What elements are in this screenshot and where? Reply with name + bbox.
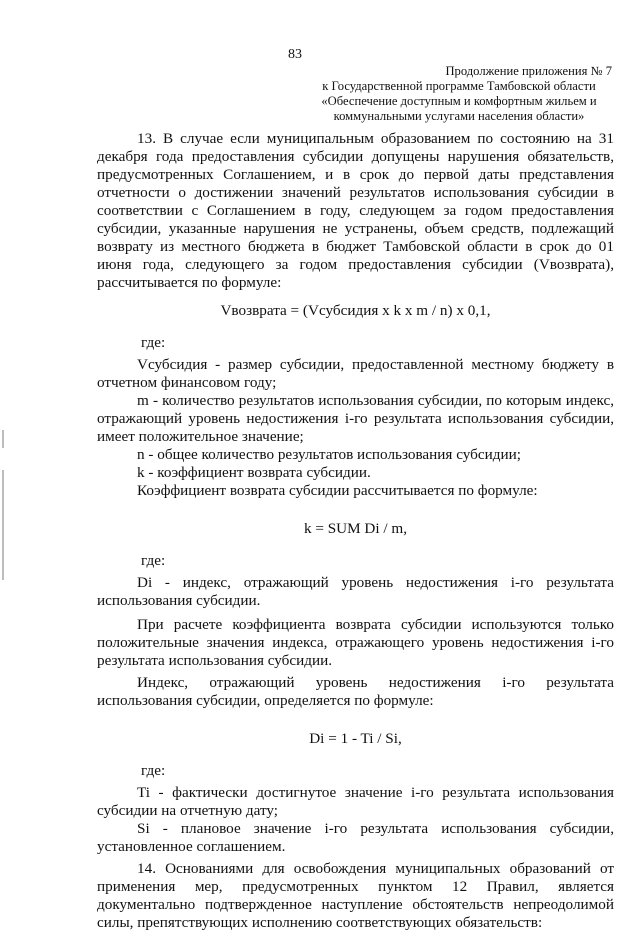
definition-k: k - коэффициент возврата субсидии. xyxy=(137,464,371,481)
k-intro: Коэффициент возврата субсидии рассчитывается по формуле: xyxy=(137,482,538,499)
paragraph-14: 14. Основаниями для освобождения муниципальных образований от применения мер, предусмотренных пунктом 12 Правил, является документально подтвержденное наступление обстоятельств непреодолимой силы, препятствующих исполнению соответствующих обязательств: xyxy=(97,860,614,931)
definition-n: n - общее количество результатов использования субсидии; xyxy=(137,446,521,463)
definition-m: m - количество результатов использования субсидии, по которым индекс, отражающий уровень недостижения i-го результата использования субсидии, имеет положительное значение; xyxy=(97,392,614,445)
definition-ti: Ti - фактически достигнутое значение i-го результата использования субсидии на отчетную дату; xyxy=(97,784,614,819)
formula-di: Di = 1 - Ti / Si, xyxy=(309,730,402,747)
definition-di: Di - индекс, отражающий уровень недостижения i-го результата использования субсидии. xyxy=(97,574,614,609)
paragraph-13: 13. В случае если муниципальным образованием по состоянию на 31 декабря года предоставления субсидии допущены нарушения обязательств, предусмотренных Соглашением, и в срок до первой даты представления отчетности о достижении значений результатов использования субсидии в соответствии с Соглашением в году, следующем за годом предоставления субсидии, указанные нарушения не устранены, объем средств, подлежащий возврату из местного бюджета в бюджет Тамбовской области в срок до 01 июня года, следующего за годом предоставления субсидии (Vвозврата), рассчитывается по формуле: xyxy=(97,130,614,291)
where-label: где: xyxy=(141,334,166,351)
appendix-line: коммунальными услугами населения области» xyxy=(333,109,585,123)
appendix-header xyxy=(300,64,618,124)
formula-k: k = SUM Di / m, xyxy=(303,520,408,537)
definition-v-subsidy: Vсубсидия - размер субсидии, предоставленной местному бюджету в отчетном финансовом году; xyxy=(97,356,614,391)
di-intro: Индекс, отражающий уровень недостижения i-го результата использования субсидии, определяется по формуле: xyxy=(97,674,614,709)
scan-edge-mark xyxy=(2,430,4,448)
appendix-line: «Обеспечение доступным и комфортным жильем и xyxy=(321,94,597,108)
where-label: где: xyxy=(141,762,166,779)
scan-edge-mark xyxy=(2,470,4,580)
page-number: 83 xyxy=(288,47,302,62)
appendix-line: Продолжение приложения № 7 xyxy=(445,64,612,78)
document-body xyxy=(97,130,614,932)
where-label: где: xyxy=(141,552,166,569)
appendix-line: к Государственной программе Тамбовской области xyxy=(322,79,596,93)
definition-si: Si - плановое значение i-го результата использования субсидии, установленное соглашением. xyxy=(97,820,614,855)
formula-refund: Vвозврата = (Vсубсидия x k x m / n) x 0,1, xyxy=(220,302,491,319)
positive-values-note: При расчете коэффициента возврата субсидии используются только положительные значения индекса, отражающего уровень недостижения i-го результата использования субсидии. xyxy=(97,616,614,669)
